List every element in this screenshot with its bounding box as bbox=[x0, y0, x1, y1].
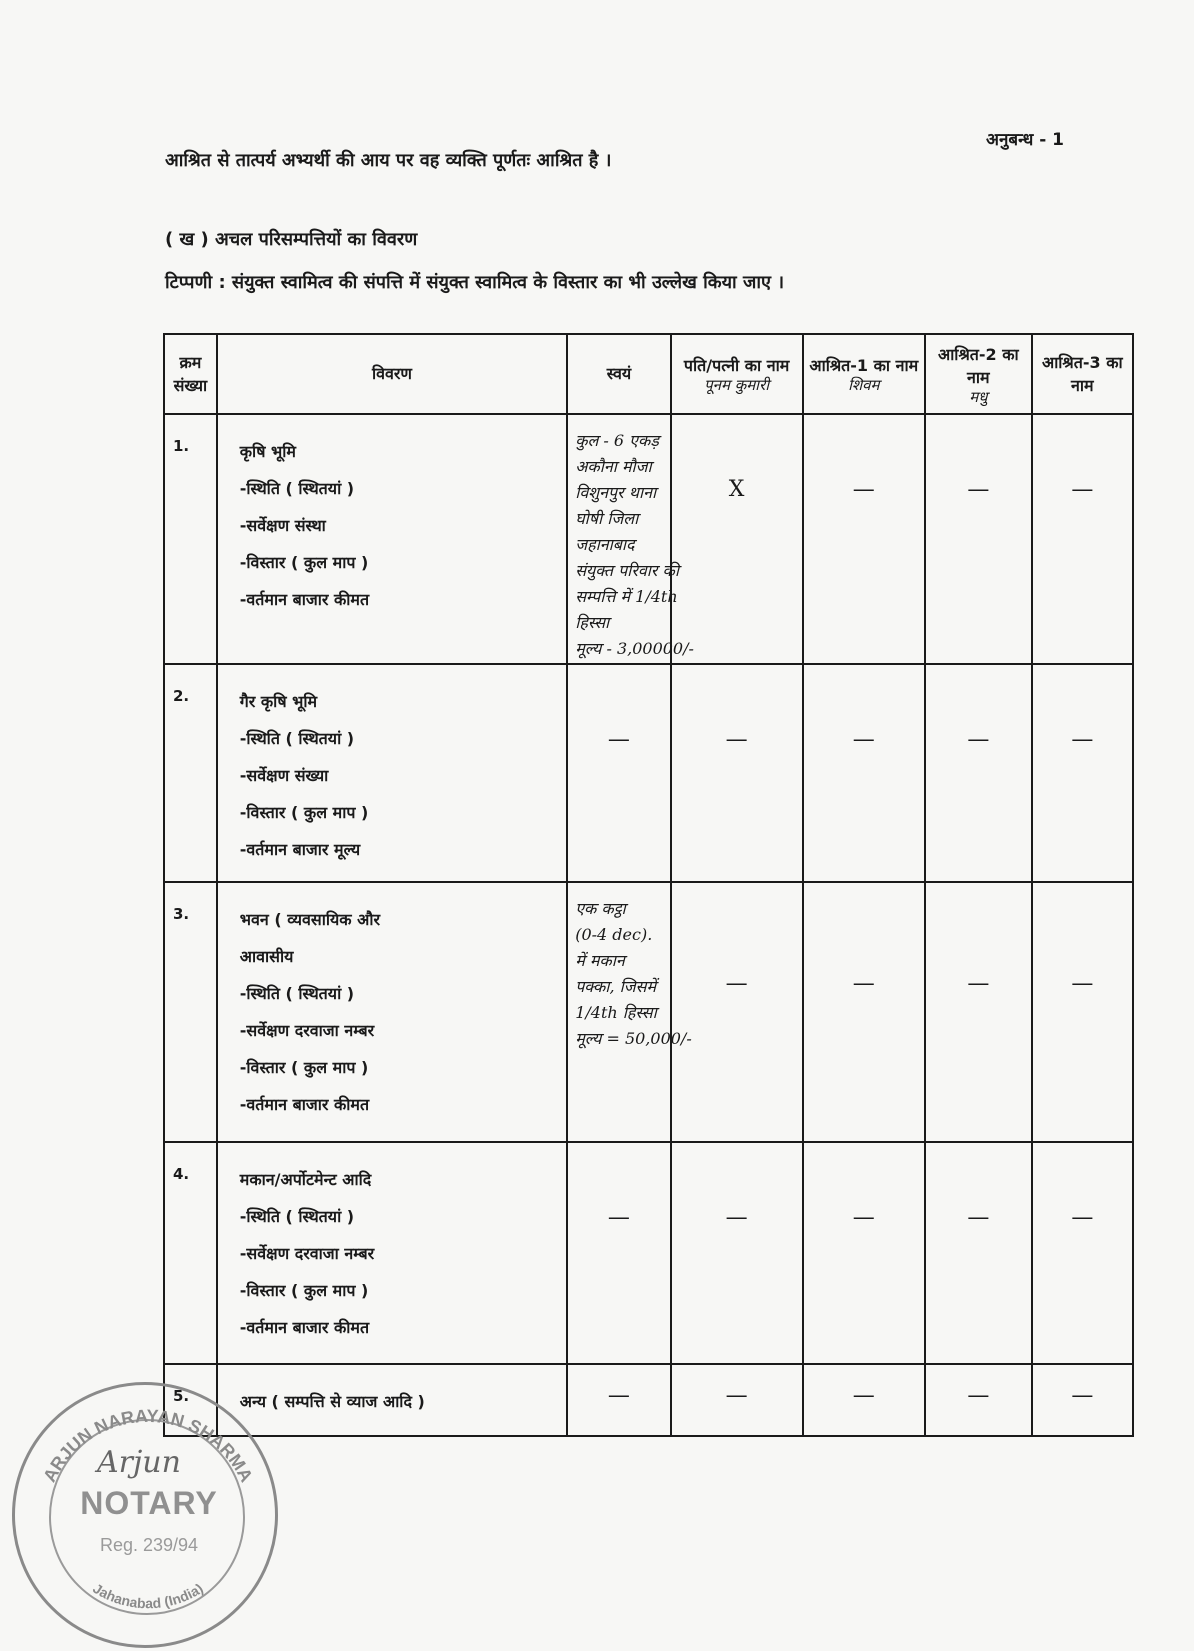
self-entry-cell bbox=[567, 882, 692, 1142]
row-dep1-cell bbox=[803, 1142, 925, 1364]
table-row bbox=[164, 1142, 1133, 1364]
description-line: -विस्तार ( कुल माप ) bbox=[239, 1281, 369, 1300]
description-line: आवासीय bbox=[239, 947, 294, 966]
description-line: -वर्तमान बाजार कीमत bbox=[239, 1095, 370, 1114]
row-dep2-cell bbox=[925, 1364, 1032, 1436]
description-line: कृषि भूमि bbox=[239, 442, 296, 461]
description-line: -स्थिति ( स्थितयां ) bbox=[239, 1207, 355, 1226]
notary-stamp bbox=[12, 1382, 278, 1648]
row-spouse-cell bbox=[671, 1142, 803, 1364]
handwritten-mark: — bbox=[725, 1205, 748, 1230]
handwritten-mark: — bbox=[852, 477, 875, 502]
handwritten-line: में मकान bbox=[575, 951, 625, 970]
self-entry-cell bbox=[567, 414, 694, 664]
handwritten-line: मूल्य - 3,00000/- bbox=[575, 639, 694, 658]
row-dep1-cell bbox=[803, 664, 925, 882]
row-dep3-cell bbox=[1032, 414, 1133, 664]
handwritten-self-entry bbox=[569, 884, 692, 1052]
stamp-name-text: ARJUN NARAYAN SHARMA bbox=[39, 1405, 257, 1486]
handwritten-line: (0-4 dec). bbox=[575, 925, 653, 944]
remark-note: टिप्पणी : संयुक्त स्वामित्व की संपत्ति में संयुक्त स्वामित्व के विस्तार का भी उल्लेख किया जाए । bbox=[165, 272, 785, 293]
notary-signature: Arjun bbox=[97, 1445, 181, 1480]
row-dep2-cell bbox=[925, 1142, 1032, 1364]
header-serial: क्रम संख्या bbox=[164, 334, 217, 414]
row-spouse-cell bbox=[671, 664, 803, 882]
self-entry-cell bbox=[567, 1364, 670, 1436]
self-entry-cell bbox=[567, 1142, 670, 1364]
immovable-assets-table bbox=[163, 333, 1134, 1437]
handwritten-mark: — bbox=[852, 1383, 875, 1408]
table-row bbox=[164, 664, 1133, 882]
stamp-registration: Reg. 239/94 bbox=[99, 1535, 199, 1555]
handwritten-dependent-1-name: शिवम bbox=[848, 376, 880, 395]
section-heading: ( ख ) अचल परिसम्पत्तियों का विवरण bbox=[165, 229, 418, 250]
description-line: -वर्तमान बाजार कीमत bbox=[239, 590, 370, 609]
stamp-title: NOTARY bbox=[80, 1485, 218, 1521]
row-dep3-cell bbox=[1032, 1142, 1133, 1364]
description-line: -स्थिति ( स्थितयां ) bbox=[239, 479, 355, 498]
description-line: -सर्वेक्षण संख्या bbox=[239, 766, 329, 785]
description-line: अन्य ( सम्पत्ति से व्याज आदि ) bbox=[239, 1392, 425, 1411]
handwritten-mark: — bbox=[1071, 727, 1094, 752]
handwritten-mark: X bbox=[728, 477, 745, 502]
table-row bbox=[164, 882, 1133, 1142]
handwritten-dependent-2-name: मधु bbox=[969, 387, 988, 406]
description-line: -स्थिति ( स्थितयां ) bbox=[239, 984, 355, 1003]
row-description bbox=[217, 1142, 567, 1364]
stamp-place-text: Jahanabad (India) bbox=[90, 1580, 206, 1612]
handwritten-mark: — bbox=[852, 971, 875, 996]
description-line: -विस्तार ( कुल माप ) bbox=[239, 553, 369, 572]
handwritten-mark: — bbox=[967, 727, 990, 752]
handwritten-mark: — bbox=[967, 1205, 990, 1230]
handwritten-mark: — bbox=[1071, 1383, 1094, 1408]
handwritten-dash: — bbox=[607, 727, 630, 752]
handwritten-line: संयुक्त परिवार की bbox=[575, 561, 679, 580]
row-dep1-cell bbox=[803, 414, 925, 664]
description-line: -स्थिति ( स्थितयां ) bbox=[239, 729, 355, 748]
handwritten-line: एक कट्ठा bbox=[575, 899, 626, 918]
description-line: गैर कृषि भूमि bbox=[239, 692, 318, 711]
handwritten-line: मूल्य = 50,000/- bbox=[575, 1029, 692, 1048]
description-line: भवन ( व्यवसायिक और bbox=[239, 910, 381, 929]
description-line: -विस्तार ( कुल माप ) bbox=[239, 803, 369, 822]
handwritten-spouse-name: पूनम कुमारी bbox=[704, 376, 770, 395]
header-self: स्वयं bbox=[567, 334, 670, 414]
row-description bbox=[217, 882, 567, 1142]
header-spouse-label: पति/पत्नी का नाम bbox=[683, 356, 790, 376]
handwritten-self-entry bbox=[569, 416, 694, 662]
handwritten-line: घोषी जिला bbox=[575, 509, 639, 528]
handwritten-mark: — bbox=[967, 477, 990, 502]
handwritten-mark: — bbox=[1071, 1205, 1094, 1230]
handwritten-line: सम्पत्ति में 1/4th bbox=[575, 587, 678, 606]
dependent-definition: आश्रित से तात्पर्य अभ्यर्थी की आय पर वह व्यक्ति पूर्णतः आश्रित है । bbox=[165, 150, 612, 171]
handwritten-dash: — bbox=[607, 1383, 630, 1408]
description-line: -सर्वेक्षण दरवाजा नम्बर bbox=[239, 1244, 375, 1263]
handwritten-mark: — bbox=[852, 727, 875, 752]
handwritten-mark: — bbox=[1071, 971, 1094, 996]
table-row bbox=[164, 1364, 1133, 1436]
row-spouse-cell bbox=[671, 1364, 803, 1436]
row-dep2-cell bbox=[925, 414, 1032, 664]
handwritten-mark: — bbox=[1071, 477, 1094, 502]
row-spouse-cell bbox=[671, 882, 803, 1142]
handwritten-dash: — bbox=[607, 1205, 630, 1230]
handwritten-mark: — bbox=[725, 727, 748, 752]
handwritten-mark: — bbox=[725, 971, 748, 996]
row-serial: 1. bbox=[164, 414, 217, 664]
row-description bbox=[217, 414, 567, 664]
header-dependent-1-label: आश्रित-1 का नाम bbox=[809, 356, 919, 376]
row-spouse-cell bbox=[671, 414, 803, 664]
row-serial: 5. bbox=[164, 1364, 217, 1436]
description-line: -वर्तमान बाजार मूल्य bbox=[239, 840, 361, 859]
handwritten-line: पक्का, जिसमें bbox=[575, 977, 657, 996]
row-dep3-cell bbox=[1032, 882, 1133, 1142]
table-header-row bbox=[164, 334, 1133, 414]
row-dep1-cell bbox=[803, 882, 925, 1142]
description-line: -सर्वेक्षण दरवाजा नम्बर bbox=[239, 1021, 375, 1040]
handwritten-line: 1/4th हिस्सा bbox=[575, 1003, 657, 1022]
self-entry-cell bbox=[567, 664, 670, 882]
row-dep3-cell bbox=[1032, 1364, 1133, 1436]
handwritten-mark: — bbox=[967, 1383, 990, 1408]
handwritten-mark: — bbox=[967, 971, 990, 996]
header-dependent-2 bbox=[925, 334, 1032, 414]
row-dep2-cell bbox=[925, 664, 1032, 882]
header-spouse bbox=[671, 334, 803, 414]
header-description: विवरण bbox=[217, 334, 567, 414]
header-dependent-2-label: आश्रित-2 का नाम bbox=[937, 344, 1019, 387]
row-dep3-cell bbox=[1032, 664, 1133, 882]
header-dependent-1 bbox=[803, 334, 925, 414]
annexure-label: अनुबन्ध - 1 bbox=[986, 130, 1065, 150]
row-dep2-cell bbox=[925, 882, 1032, 1142]
row-serial: 3. bbox=[164, 882, 217, 1142]
table-row bbox=[164, 414, 1133, 664]
row-serial: 2. bbox=[164, 664, 217, 882]
description-line: -विस्तार ( कुल माप ) bbox=[239, 1058, 369, 1077]
handwritten-mark: — bbox=[852, 1205, 875, 1230]
handwritten-line: कुल - 6 एकड़ bbox=[575, 431, 659, 450]
row-serial: 4. bbox=[164, 1142, 217, 1364]
handwritten-line: जहानाबाद bbox=[575, 535, 635, 554]
description-line: मकान/अर्पोटमेन्ट आदि bbox=[239, 1170, 372, 1189]
header-dependent-3: आश्रित-3 का नाम bbox=[1032, 334, 1133, 414]
handwritten-line: विशुनपुर थाना bbox=[575, 483, 657, 502]
row-dep1-cell bbox=[803, 1364, 925, 1436]
handwritten-line: अकौना मौजा bbox=[575, 457, 652, 476]
handwritten-mark: — bbox=[725, 1383, 748, 1408]
description-line: -वर्तमान बाजार कीमत bbox=[239, 1318, 370, 1337]
handwritten-line: हिस्सा bbox=[575, 613, 610, 632]
description-line: -सर्वेक्षण संस्था bbox=[239, 516, 326, 535]
row-description bbox=[217, 664, 567, 882]
